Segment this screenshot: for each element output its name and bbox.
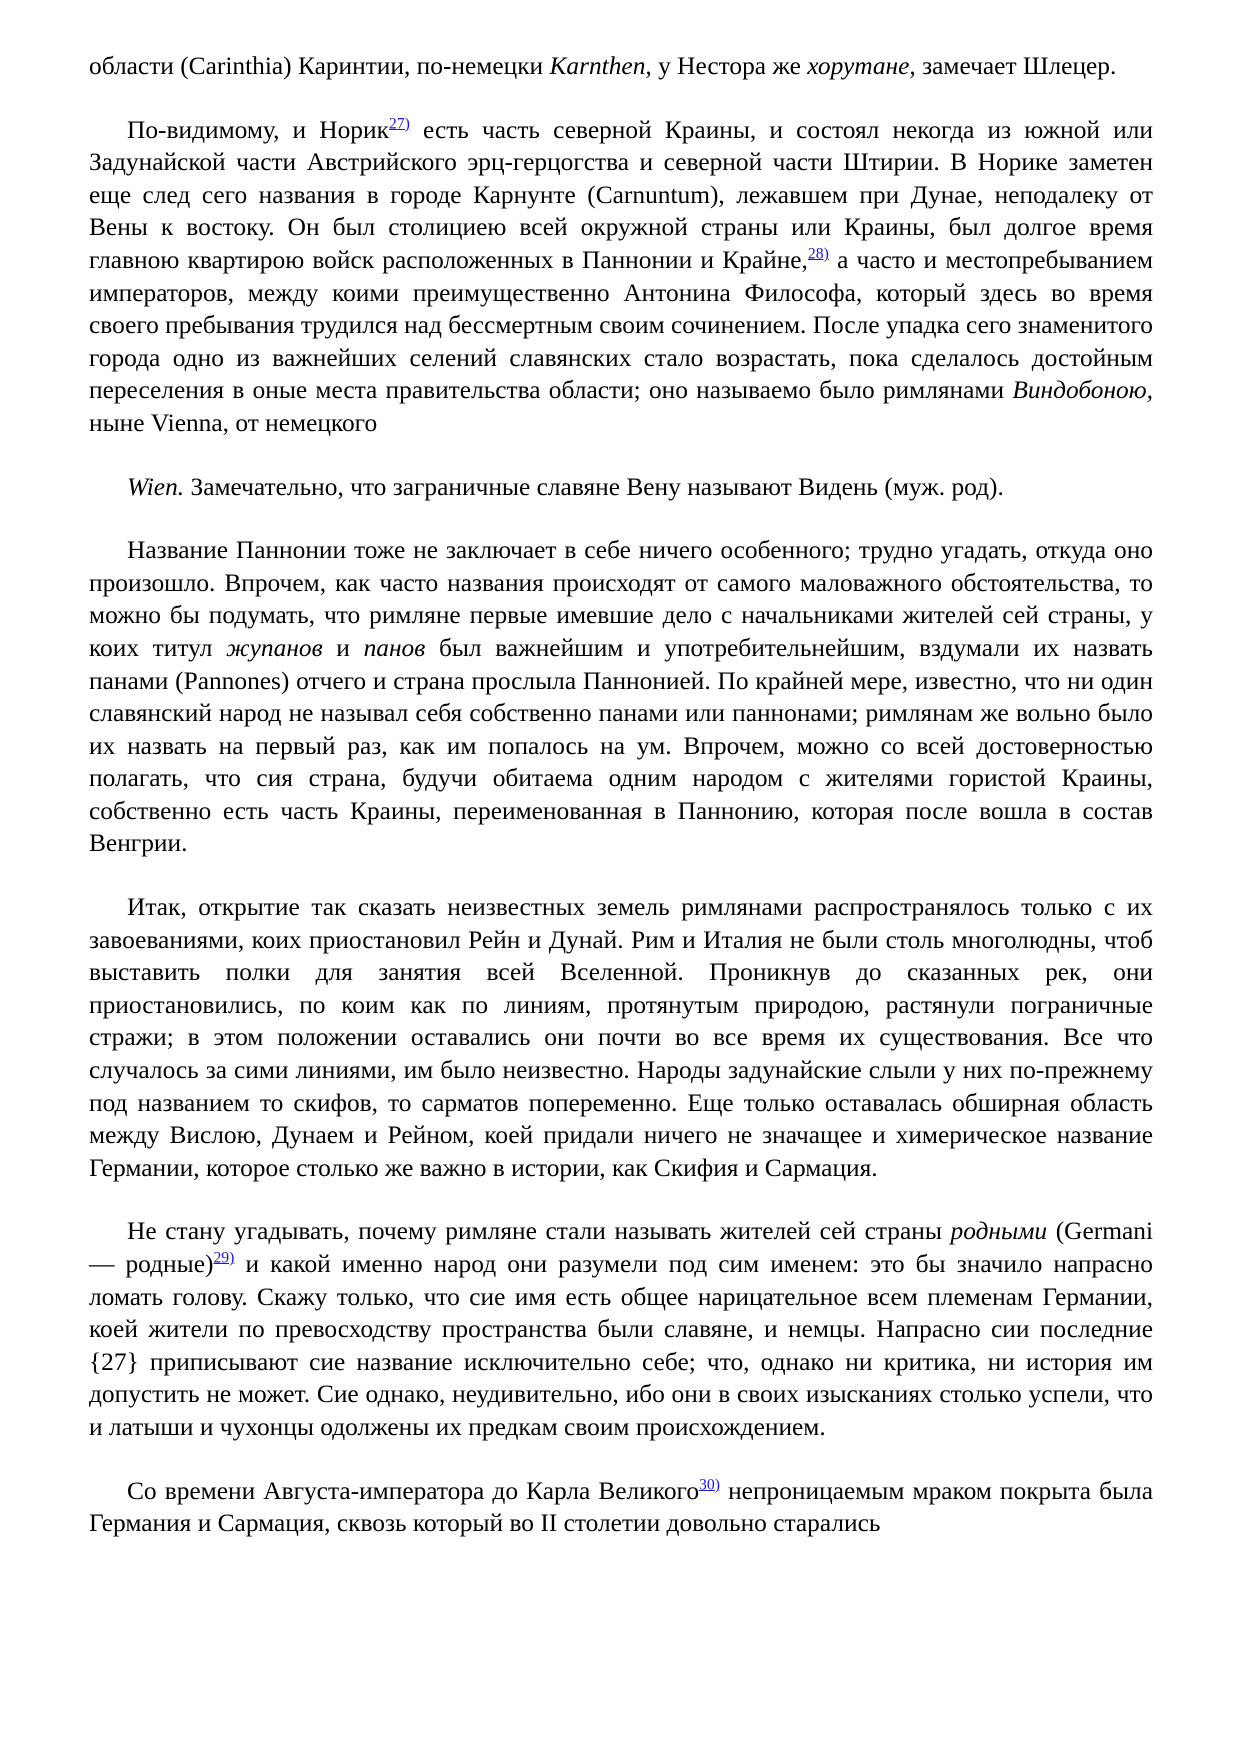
italic-text: панов xyxy=(363,633,426,662)
paragraph-gap xyxy=(89,440,1153,471)
text-run: был важнейшим и употребительнейшим, вздумали их назвать панами (Pannones) отчего и страна прослыла Паннонией. По крайней мере, известно, что ни один славянский народ не называл себя собственно панами или паннонами; римлянам же вольно было их назвать на первый раз, как им попалось на ум. Впрочем, можно со всей достоверностью полагать, что сия страна, будучи обитаема одним народом с жителями гористой Краины, собственно есть часть Краины, переименованная в Паннонию, которая после вошла в состав Венгрии. xyxy=(89,633,1153,858)
italic-text: Виндобоною, xyxy=(1012,376,1153,405)
italic-text: родными xyxy=(950,1217,1048,1246)
footnote-link[interactable]: 28) xyxy=(807,245,829,263)
footnote-link[interactable]: 29) xyxy=(213,1249,235,1267)
text-run: и какой именно народ они разумели под сим именем: это бы значило напрасно ломать голову. Скажу только, что сие имя есть общее нарицательное всем племенам Германии, коей жители по превосходству пространства были славяне, и немцы. Напрасно сии последние {27} приписывают сие название исключительно себе; что, однако ни критика, ни история им допустить не может. Сие однако, неудивительно, ибо они в своих изысканиях столько успели, что и латыши и чухонцы одолжены их предкам своим происхождением. xyxy=(89,1250,1153,1441)
paragraph-gap xyxy=(89,503,1153,534)
text-run: а часто и местопребыванием императоров, между коими преимущественно Антонина Философа, который здесь во время своего пребывания трудился над бессмертным своим сочинением. После упадка сего знаменитого города одно из важнейших селений славянских стало возрастать, пока сделалось достойным переселения в оные места правительства области; оно называемо было римлянами xyxy=(89,245,1153,405)
paragraph-gap xyxy=(89,1184,1153,1215)
paragraph-gap xyxy=(89,860,1153,891)
text-run: области (Carinthia) Каринтии, по-немецки xyxy=(89,52,550,80)
text-run: Название Паннонии тоже не заключает в себе ничего особенного; трудно угадать, откуда оно произошло. Впрочем, как часто названия происходят от самого маловажного обстоятельства, то можно бы подумать, что римляне первые имевшие дело с начальниками жителей сей страны, у коих титул xyxy=(89,536,1153,662)
text-run: Замечательно, что заграничные славяне Вену называют Видень (муж. род). xyxy=(184,472,1004,501)
italic-text: хорутане, xyxy=(807,52,916,80)
text-run: Итак, открытие так сказать неизвестных земель римлянами распространялось только с их завоеваниями, коих приостановил Рейн и Дунай. Рим и Италия не были столь многолюдны, чтоб выставить полки для занятия всей Вселенной. Проникнув до сказанных рек, они приостановились, по коим как по линиям, протянутым природою, растянули пограничные стражи; в этом положении оставались они почти во все время их существования. Все что случалось за сими линиями, им было неизвестно. Народы задунайские слыли у них по-прежнему под названием то скифов, то сарматов попеременно. Еще только оставалась обширная область между Вислою, Дунаем и Рейном, коей придали ничего не значащее и химерическое название Германии, которое столько же важно в истории, как Скифия и Сармация. xyxy=(89,893,1153,1182)
text-run: и xyxy=(322,633,364,662)
text-run: есть часть северной Краины, и состоял некогда из южной или Задунайской части Австрийского эрц-герцогства и северной части Штирии. В Норике заметен еще след сего названия в городе Карнунте (Carnuntum), лежавшем при Дунае, неподалеку от Вены к востоку. Он был столициею всей окружной страны или Краины, был долгое время главною квартирою войск расположенных в Паннонии и Крайне, xyxy=(89,115,1153,274)
paragraph-5 xyxy=(89,891,1153,1184)
paragraph-4 xyxy=(89,534,1153,860)
text-run: замечает Шлецер. xyxy=(915,52,1117,80)
paragraph-1 xyxy=(89,50,1153,83)
text-run: По-видимому, и Норик xyxy=(127,115,389,144)
text-run: ныне Vienna, от немецкого xyxy=(89,408,378,437)
text-run: Не стану угадывать, почему римляне стали называть жителей сей страны xyxy=(127,1217,951,1246)
paragraph-3 xyxy=(89,471,1153,504)
paragraph-6 xyxy=(89,1215,1153,1443)
text-run: (Germani — родные) xyxy=(89,1217,1153,1278)
text-run: Со времени Августа-императора до Карла Великого xyxy=(127,1476,700,1505)
text-run: у Нестора же xyxy=(651,52,808,80)
italic-text: жупанов xyxy=(226,633,323,662)
paragraph-gap xyxy=(89,83,1153,114)
footnote-link[interactable]: 27) xyxy=(388,114,410,132)
italic-text: Wien. xyxy=(127,472,185,501)
paragraph-7 xyxy=(89,1475,1153,1540)
paragraph-2 xyxy=(89,114,1153,440)
text-run: непроницаемым мраком покрыта была Германия и Сармация, сквозь который во II столетии довольно старались xyxy=(89,1476,1153,1538)
paragraph-gap xyxy=(89,1444,1153,1475)
document-page xyxy=(89,50,1153,1540)
italic-text: Karnthen, xyxy=(549,52,652,80)
footnote-link[interactable]: 30) xyxy=(699,1475,721,1493)
